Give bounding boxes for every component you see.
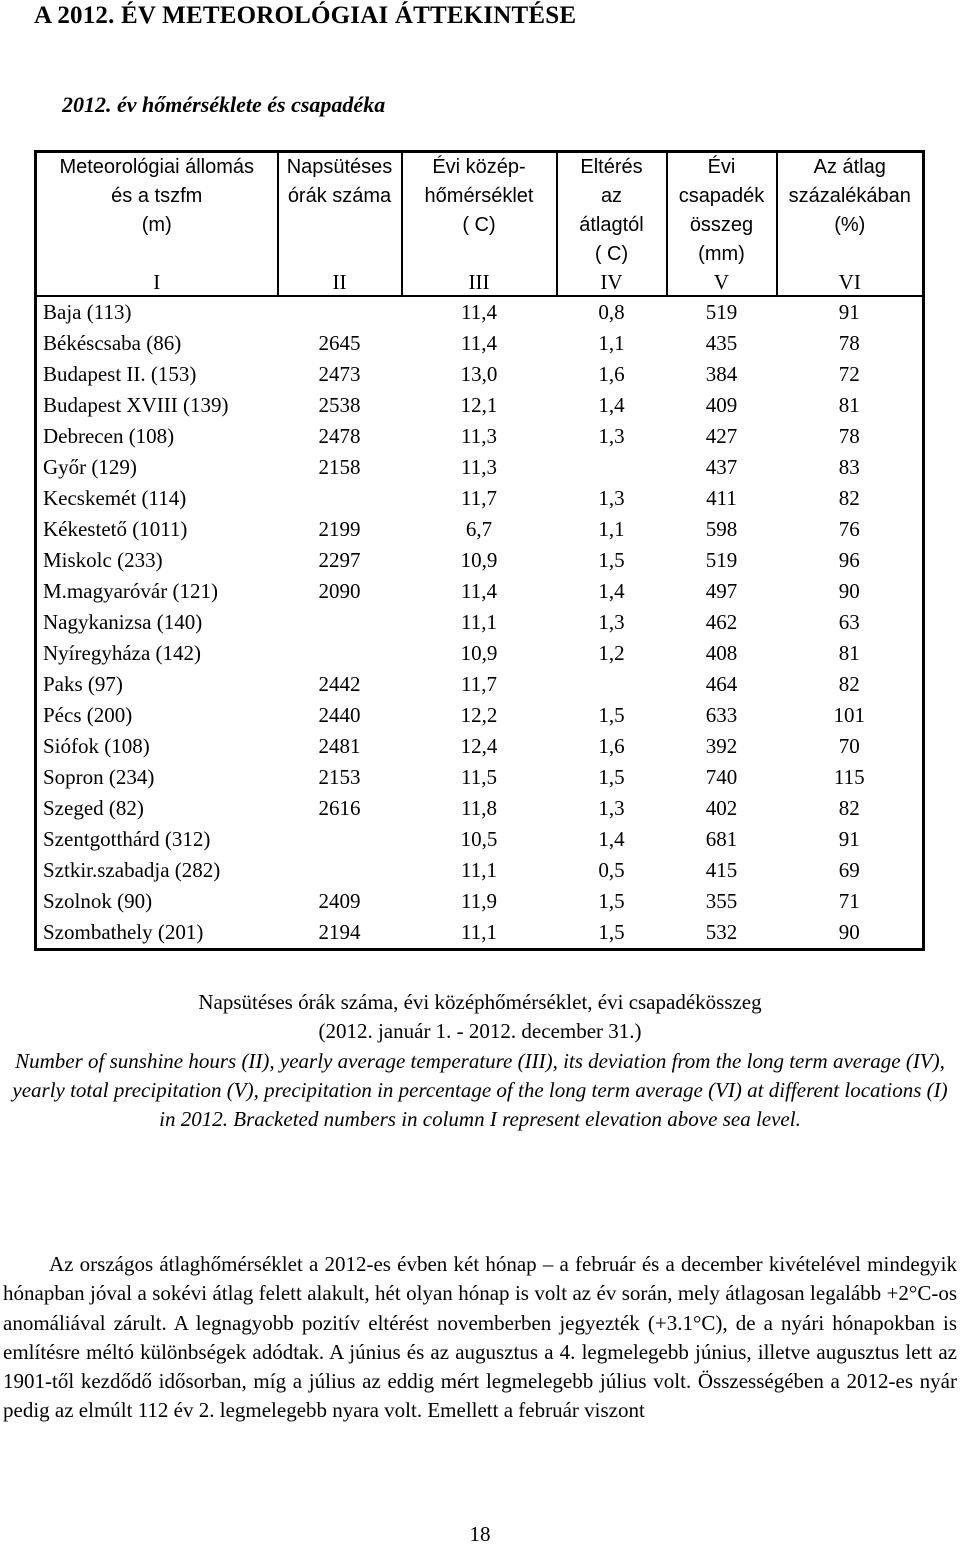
table-row <box>36 452 924 483</box>
station-name-cell: Miskolc (233) <box>43 548 163 572</box>
value-cell: 11,9 <box>461 889 497 913</box>
column-header-label <box>670 153 774 269</box>
column-number: V <box>713 270 730 294</box>
table-row <box>36 296 924 328</box>
table-row <box>36 390 924 421</box>
value-cell: 2442 <box>318 672 361 696</box>
value-cell: 532 <box>705 920 738 944</box>
station-name-cell: Békéscsaba (86) <box>43 331 182 355</box>
value-cell: 11,7 <box>461 672 497 696</box>
table-row <box>36 328 924 359</box>
value-cell <box>557 669 667 700</box>
value-cell <box>278 483 402 514</box>
value-cell: 1,6 <box>598 362 625 386</box>
value-cell: 2158 <box>318 455 361 479</box>
value-cell: 1,5 <box>598 920 625 944</box>
value-cell: 427 <box>705 424 738 448</box>
column-header-label <box>281 153 399 269</box>
station-name-cell: Sopron (234) <box>43 765 155 789</box>
table-row <box>36 793 924 824</box>
value-cell: 519 <box>705 548 738 572</box>
station-name-cell: Szeged (82) <box>43 796 144 820</box>
value-cell: 2645 <box>318 331 361 355</box>
column-number: IV <box>600 270 623 294</box>
column-header <box>777 152 924 297</box>
weather-stations-table <box>34 150 925 951</box>
header-row <box>36 152 924 297</box>
column-header-line: hőmérséklet <box>424 185 534 207</box>
value-cell: 2409 <box>318 889 361 913</box>
table-row <box>36 359 924 390</box>
station-name-cell: Nyíregyháza (142) <box>43 641 202 665</box>
table-row <box>36 638 924 669</box>
value-cell: 415 <box>705 858 738 882</box>
value-cell: 411 <box>706 486 737 510</box>
value-cell: 81 <box>838 641 860 665</box>
column-header-label <box>560 153 664 269</box>
station-name-cell: Győr (129) <box>43 455 137 479</box>
value-cell: 1,3 <box>598 610 625 634</box>
value-cell: 6,7 <box>465 517 493 541</box>
value-cell: 1,4 <box>598 827 625 851</box>
value-cell: 402 <box>705 796 738 820</box>
value-cell: 11,3 <box>461 455 497 479</box>
value-cell: 437 <box>705 455 738 479</box>
caption-hungarian <box>0 988 960 1046</box>
column-header-label <box>780 153 921 269</box>
value-cell: 81 <box>838 393 860 417</box>
value-cell: 408 <box>705 641 738 665</box>
column-header-line: Az átlag <box>813 156 886 178</box>
value-cell: 2194 <box>318 920 361 944</box>
caption-line: (2012. január 1. - 2012. december 31.) <box>318 1019 642 1043</box>
value-cell: 2616 <box>318 796 361 820</box>
value-cell: 71 <box>838 889 860 913</box>
table-body <box>36 296 924 950</box>
table-row <box>36 421 924 452</box>
body-paragraph: Az országos átlaghőmérséklet a 2012-es évben két hónap – a február és a december kivételével mindegyik hónapban jóval a sokévi átlag felett alakult, hét olyan hónap is volt az év során, mely átlagosan legalább +2°C-os anomáliával zárult. A legnagyobb pozitív eltérést novemberben jegyezték (+3.1°C), de a nyári hónapokban is említésre méltó különbségek adódtak. A június és az augusztus a 4. legmelegebb június, illetve augusztus lett az 1901-től kezdődő idősorban, míg a július az eddig mért legmelegebb július volt. Összességében a 2012-es nyár pedig az elmúlt 112 év 2. legmelegebb nyara volt. Emellett a február viszont <box>3 1252 957 1423</box>
column-header-line: Meteorológiai állomás <box>59 156 255 178</box>
column-header <box>667 152 777 297</box>
column-header-line: ( C) <box>594 243 629 265</box>
column-header-line: Eltérés <box>580 156 643 178</box>
table-row <box>36 669 924 700</box>
column-number: II <box>332 270 347 294</box>
value-cell: 72 <box>838 362 860 386</box>
table-row <box>36 731 924 762</box>
value-cell: 82 <box>838 672 860 696</box>
column-header-line: (mm) <box>698 243 745 265</box>
station-name-cell: Szentgotthárd (312) <box>43 827 211 851</box>
column-header-line: (m) <box>141 214 172 236</box>
value-cell: 11,4 <box>461 579 497 603</box>
value-cell: 91 <box>838 827 860 851</box>
value-cell <box>278 638 402 669</box>
value-cell: 96 <box>838 548 860 572</box>
table-row <box>36 576 924 607</box>
value-cell: 1,3 <box>598 486 625 510</box>
value-cell: 435 <box>705 331 738 355</box>
value-cell: 90 <box>838 920 860 944</box>
station-name-cell: Baja (113) <box>43 300 132 324</box>
value-cell: 83 <box>838 455 860 479</box>
column-header <box>278 152 402 297</box>
value-cell: 409 <box>705 393 738 417</box>
value-cell: 519 <box>705 300 738 324</box>
station-name-cell: Pécs (200) <box>43 703 133 727</box>
value-cell: 384 <box>705 362 738 386</box>
table-row <box>36 607 924 638</box>
value-cell: 462 <box>705 610 738 634</box>
value-cell: 78 <box>838 331 860 355</box>
value-cell: 11,1 <box>461 858 497 882</box>
value-cell: 633 <box>705 703 738 727</box>
value-cell: 681 <box>705 827 738 851</box>
column-header-label <box>405 153 554 269</box>
value-cell: 11,5 <box>461 765 497 789</box>
column-number: VI <box>838 270 861 294</box>
table-row <box>36 762 924 793</box>
value-cell: 392 <box>705 734 738 758</box>
value-cell: 1,3 <box>598 796 625 820</box>
section-title: 2012. év hőmérséklete és csapadéka <box>62 92 386 117</box>
value-cell: 1,4 <box>598 579 625 603</box>
column-number: I <box>153 270 161 294</box>
value-cell <box>278 296 402 328</box>
value-cell: 1,5 <box>598 889 625 913</box>
station-name-cell: Debrecen (108) <box>43 424 175 448</box>
value-cell: 91 <box>838 300 860 324</box>
table-row <box>36 545 924 576</box>
value-cell: 115 <box>833 765 865 789</box>
value-cell: 1,1 <box>598 331 625 355</box>
value-cell: 11,7 <box>461 486 497 510</box>
value-cell: 598 <box>705 517 738 541</box>
value-cell <box>278 607 402 638</box>
value-cell: 1,5 <box>598 703 625 727</box>
column-header-line: és a tszfm <box>111 185 203 207</box>
value-cell: 101 <box>833 703 865 727</box>
station-name-cell: Sztkir.szabadja (282) <box>43 858 221 882</box>
value-cell: 1,4 <box>598 393 625 417</box>
value-cell: 10,9 <box>460 548 498 572</box>
value-cell: 69 <box>838 858 860 882</box>
column-header-label <box>39 153 275 269</box>
value-cell: 1,3 <box>598 424 625 448</box>
value-cell: 2481 <box>318 734 361 758</box>
value-cell: 2538 <box>318 393 361 417</box>
value-cell: 11,3 <box>461 424 497 448</box>
value-cell: 355 <box>705 889 738 913</box>
value-cell: 12,2 <box>460 703 498 727</box>
column-header <box>36 152 278 297</box>
column-header-line: Napsütéses <box>286 156 393 178</box>
value-cell: 1,6 <box>598 734 625 758</box>
value-cell: 740 <box>705 765 738 789</box>
value-cell: 2199 <box>318 517 361 541</box>
value-cell: 497 <box>705 579 738 603</box>
column-header-line: ( C) <box>462 214 496 236</box>
column-number: III <box>468 270 490 294</box>
station-name-cell: Siófok (108) <box>43 734 150 758</box>
value-cell: 1,5 <box>598 548 625 572</box>
station-name-cell: Budapest II. (153) <box>43 362 197 386</box>
value-cell: 11,1 <box>461 920 497 944</box>
table-row <box>36 483 924 514</box>
table-header <box>36 152 924 297</box>
value-cell: 76 <box>838 517 860 541</box>
caption-line: Napsütéses órák száma, évi középhőmérséklet, évi csapadékösszeg <box>198 990 762 1014</box>
station-name-cell: Kékestető (1011) <box>43 517 188 541</box>
station-name-cell: Szolnok (90) <box>43 889 153 913</box>
station-name-cell: Nagykanizsa (140) <box>43 610 203 634</box>
value-cell: 464 <box>705 672 738 696</box>
station-name-cell: Kecskemét (114) <box>43 486 187 510</box>
column-header-line: összeg <box>689 214 754 236</box>
value-cell: 12,1 <box>460 393 498 417</box>
table-row <box>36 917 924 950</box>
value-cell: 11,8 <box>461 796 497 820</box>
table-row <box>36 700 924 731</box>
value-cell: 1,1 <box>598 517 625 541</box>
value-cell: 63 <box>838 610 860 634</box>
column-header-line: Évi közép- <box>432 156 526 178</box>
station-name-cell: Paks (97) <box>43 672 123 696</box>
page-number: 18 <box>469 1522 491 1546</box>
value-cell <box>557 452 667 483</box>
value-cell <box>278 855 402 886</box>
value-cell: 1,5 <box>598 765 625 789</box>
value-cell: 2440 <box>318 703 361 727</box>
column-header <box>402 152 557 297</box>
station-name-cell: Budapest XVIII (139) <box>43 393 229 417</box>
column-header-line: (%) <box>834 214 866 236</box>
value-cell: 11,4 <box>461 331 497 355</box>
column-header-line: Évi <box>707 156 736 178</box>
value-cell: 0,5 <box>598 858 625 882</box>
value-cell: 13,0 <box>460 362 498 386</box>
value-cell: 2297 <box>318 548 361 572</box>
value-cell: 82 <box>838 486 860 510</box>
value-cell: 0,8 <box>598 300 625 324</box>
column-header <box>557 152 667 297</box>
column-header-line: átlagtól <box>579 214 644 236</box>
value-cell: 2153 <box>318 765 361 789</box>
column-header-line: órák száma <box>287 185 392 207</box>
value-cell <box>278 824 402 855</box>
value-cell: 82 <box>838 796 860 820</box>
column-header-line: az <box>600 185 623 207</box>
value-cell: 11,1 <box>461 610 497 634</box>
value-cell: 90 <box>838 579 860 603</box>
value-cell: 2478 <box>318 424 361 448</box>
value-cell: 70 <box>838 734 860 758</box>
column-header-line: százalékában <box>788 185 911 207</box>
value-cell: 12,4 <box>460 734 498 758</box>
caption-english: Number of sunshine hours (II), yearly average temperature (III), its deviation from the long term average (IV), yearly total precipitation (V), precipitation in percentage of the long term average (VI) at different locations (I) in 2012. Bracketed numbers in column I represent elevation above sea level. <box>12 1049 948 1131</box>
page-title: A 2012. ÉV METEOROLÓGIAI ÁTTEKINTÉSE <box>34 2 577 29</box>
value-cell: 10,5 <box>460 827 498 851</box>
table-row <box>36 855 924 886</box>
value-cell: 78 <box>838 424 860 448</box>
value-cell: 10,9 <box>460 641 498 665</box>
value-cell: 2473 <box>318 362 361 386</box>
column-header-line: csapadék <box>678 185 765 207</box>
station-name-cell: M.magyaróvár (121) <box>43 579 218 603</box>
value-cell: 1,2 <box>598 641 625 665</box>
table-row <box>36 824 924 855</box>
station-name-cell: Szombathely (201) <box>43 920 204 944</box>
value-cell: 2090 <box>318 579 361 603</box>
table-row <box>36 886 924 917</box>
table-row <box>36 514 924 545</box>
value-cell: 11,4 <box>461 300 497 324</box>
